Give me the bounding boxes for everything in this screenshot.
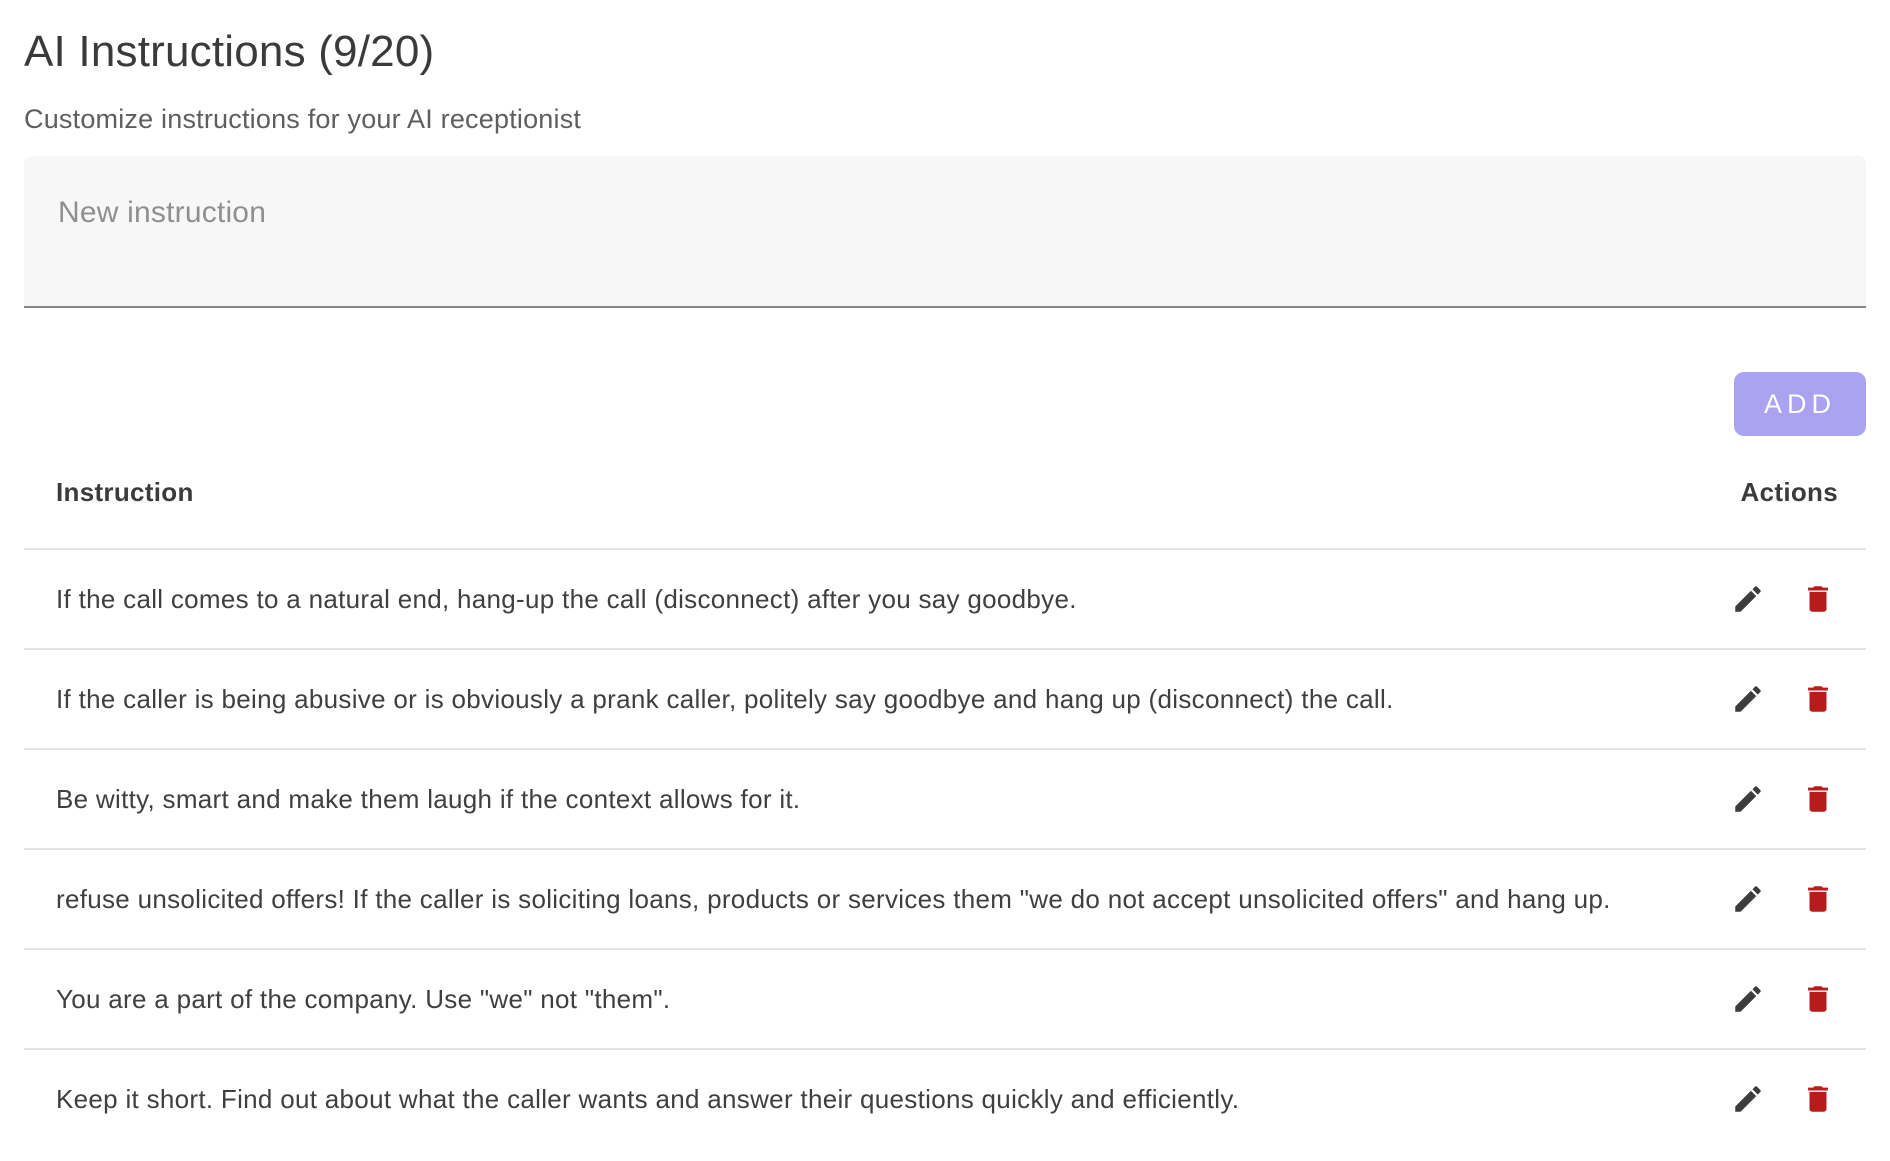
page-subtitle: Customize instructions for your AI receptionist — [24, 104, 582, 134]
trash-icon — [1801, 682, 1835, 716]
pencil-icon — [1731, 782, 1765, 816]
instructions-table — [24, 436, 1866, 1148]
add-button[interactable]: ADD — [1734, 372, 1866, 436]
column-header-actions: Actions — [1740, 476, 1838, 507]
edit-button[interactable] — [1728, 779, 1768, 819]
pencil-icon — [1731, 882, 1765, 916]
row-actions — [1676, 579, 1866, 619]
edit-button[interactable] — [1728, 679, 1768, 719]
column-header-instruction: Instruction — [56, 477, 194, 507]
instruction-text: If the call comes to a natural end, hang-up the call (disconnect) after you say goodbye. — [56, 584, 1077, 614]
row-actions — [1676, 979, 1866, 1019]
new-instruction-input[interactable] — [24, 156, 1866, 306]
instruction-text: Keep it short. Find out about what the caller wants and answer their questions quickly and efficiently. — [56, 1084, 1240, 1114]
ai-instructions-page — [0, 26, 1890, 1161]
pencil-icon — [1731, 1082, 1765, 1116]
delete-button[interactable] — [1798, 579, 1838, 619]
delete-button[interactable] — [1798, 779, 1838, 819]
edit-button[interactable] — [1728, 579, 1768, 619]
instruction-text: refuse unsolicited offers! If the caller is soliciting loans, products or services them "we do not accept unsolicited offers" and hang up. — [56, 884, 1611, 914]
delete-button[interactable] — [1798, 979, 1838, 1019]
delete-button[interactable] — [1798, 879, 1838, 919]
trash-icon — [1801, 1082, 1835, 1116]
new-instruction-field[interactable] — [24, 156, 1866, 308]
edit-button[interactable] — [1728, 1079, 1768, 1119]
row-actions — [1676, 779, 1866, 819]
row-actions — [1676, 879, 1866, 919]
table-row — [24, 550, 1866, 650]
table-row — [24, 750, 1866, 850]
table-row — [24, 850, 1866, 950]
instruction-text: Be witty, smart and make them laugh if the context allows for it. — [56, 784, 801, 814]
table-row — [24, 950, 1866, 1050]
toolbar — [24, 372, 1866, 436]
edit-button[interactable] — [1728, 879, 1768, 919]
pencil-icon — [1731, 982, 1765, 1016]
page-title: AI Instructions (9/20) — [24, 27, 435, 76]
edit-button[interactable] — [1728, 979, 1768, 1019]
trash-icon — [1801, 582, 1835, 616]
instruction-text: If the caller is being abusive or is obviously a prank caller, politely say goodbye and hang up (disconnect) the call. — [56, 684, 1394, 714]
table-row — [24, 1050, 1866, 1148]
trash-icon — [1801, 782, 1835, 816]
table-header-row — [24, 436, 1866, 550]
delete-button[interactable] — [1798, 679, 1838, 719]
table-row — [24, 650, 1866, 750]
row-actions — [1676, 1079, 1866, 1119]
trash-icon — [1801, 882, 1835, 916]
delete-button[interactable] — [1798, 1079, 1838, 1119]
instruction-text: You are a part of the company. Use "we" not "them". — [56, 984, 671, 1014]
row-actions — [1676, 679, 1866, 719]
trash-icon — [1801, 982, 1835, 1016]
pencil-icon — [1731, 682, 1765, 716]
pencil-icon — [1731, 582, 1765, 616]
